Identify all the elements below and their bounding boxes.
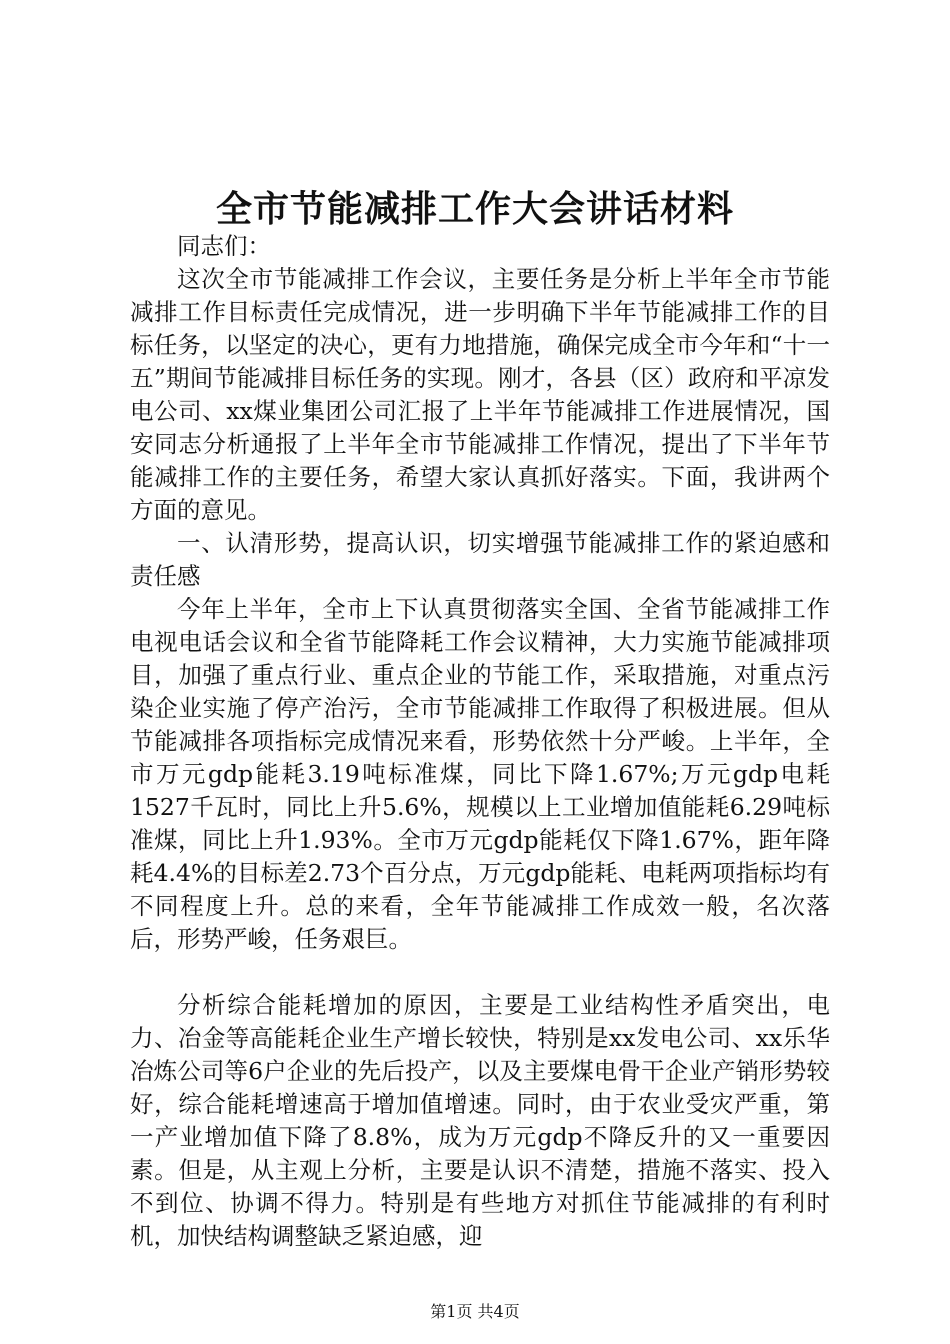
document-title: 全市节能减排工作大会讲话材料 bbox=[215, 188, 734, 230]
paragraph-situation: 今年上半年，全市上下认真贯彻落实全国、全省节能减排工作电视电话会议和全省节能降耗工作会议精神，大力实施节能减排项目，加强了重点行业、重点企业的节能工作，采取措施，对重点污染企业实施了停产治污，全市节能减排工作取得了积极进展。但从节能减排各项指标完成情况来看，形势依然十分严峻。上半年，全市万元gdp能耗3.19吨标准煤，同比下降1.67%;万元gdp电耗1527千瓦时，同比上升5.6%，规模以上工业增加值能耗6.29吨标准煤，同比上升1.93%。全市万元gdp能耗仅下降1.67%，距年降耗4.4%的目标差2.73个百分点，万元gdp能耗、电耗两项指标均有不同程度上升。总的来看，全年节能减排工作成效一般，名次落后，形势严峻，任务艰巨。 bbox=[130, 595, 830, 953]
paragraph-gap bbox=[130, 956, 830, 989]
section-heading-1: 一、认清形势，提高认识，切实增强节能减排工作的紧迫感和责任感 bbox=[130, 529, 830, 590]
paragraph-analysis: 分析综合能耗增加的原因，主要是工业结构性矛盾突出，电力、冶金等高能耗企业生产增长较快，特别是xx发电公司、xx乐华冶炼公司等6户企业的先后投产，以及主要煤电骨干企业产销形势较好，综合能耗增速高于增加值增速。同时，由于农业受灾严重，第一产业增加值下降了8.8%，成为万元gdp不降反升的又一重要因素。但是，从主观上分析，主要是认识不清楚，措施不落实、投入不到位、协调不得力。特别是有些地方对抓住节能减排的有利时机，加快结构调整缺乏紧迫感，迎 bbox=[130, 991, 830, 1250]
page-footer: 第1页 共4页 bbox=[430, 1302, 520, 1321]
paragraph-intro: 这次全市节能减排工作会议，主要任务是分析上半年全市节能减排工作目标责任完成情况，进一步明确下半年节能减排工作的目标任务，以坚定的决心，更有力地措施，确保完成全市今年和“十一五”期间节能减排目标任务的实现。刚才，各县（区）政府和平凉发电公司、xx煤业集团公司汇报了上半年节能减排工作进展情况，国安同志分析通报了上半年全市节能减排工作情况，提出了下半年节能减排工作的主要任务，希望大家认真抓好落实。下面，我讲两个方面的意见。 bbox=[130, 265, 830, 524]
salutation: 同志们： bbox=[177, 232, 271, 260]
document-body bbox=[130, 230, 830, 1253]
